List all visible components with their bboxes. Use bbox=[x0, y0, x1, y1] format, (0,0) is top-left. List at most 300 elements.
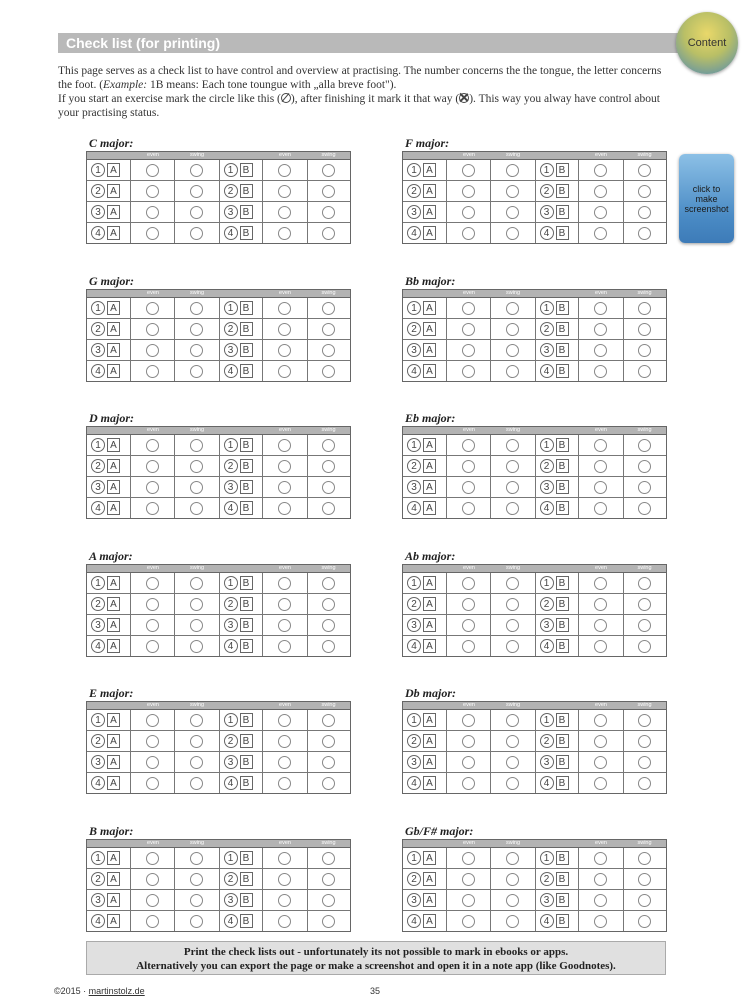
foot-letter: B bbox=[240, 184, 253, 198]
check-circle-swing[interactable] bbox=[190, 344, 203, 357]
check-circle-swing[interactable] bbox=[638, 439, 651, 452]
check-circle-swing[interactable] bbox=[506, 619, 519, 632]
key-checklist bbox=[86, 274, 351, 382]
tongue-number: 1 bbox=[224, 576, 238, 590]
check-circle-swing[interactable] bbox=[190, 577, 203, 590]
tongue-number: 3 bbox=[540, 755, 554, 769]
check-circle-swing[interactable] bbox=[322, 460, 335, 473]
check-circle-even[interactable] bbox=[146, 365, 159, 378]
key-checklist bbox=[402, 549, 667, 657]
check-circle-even[interactable] bbox=[278, 756, 291, 769]
check-circle-even[interactable] bbox=[278, 206, 291, 219]
check-circle-swing[interactable] bbox=[506, 439, 519, 452]
check-cell-swing bbox=[175, 594, 219, 614]
tongue-number: 3 bbox=[91, 755, 105, 769]
check-circle-swing[interactable] bbox=[638, 302, 651, 315]
check-circle-even[interactable] bbox=[594, 915, 607, 928]
check-circle-swing[interactable] bbox=[638, 735, 651, 748]
check-circle-even[interactable] bbox=[462, 481, 475, 494]
check-circle-swing[interactable] bbox=[506, 344, 519, 357]
checklist-grid bbox=[86, 426, 351, 519]
check-cell-swing bbox=[491, 202, 535, 222]
check-circle-swing[interactable] bbox=[638, 227, 651, 240]
check-circle-swing[interactable] bbox=[190, 894, 203, 907]
check-circle-swing[interactable] bbox=[190, 164, 203, 177]
check-cell-swing bbox=[624, 181, 666, 201]
exercise-label bbox=[87, 615, 131, 635]
check-circle-even[interactable] bbox=[278, 714, 291, 727]
key-title: Ab major: bbox=[405, 549, 456, 563]
check-circle-swing[interactable] bbox=[322, 227, 335, 240]
tongue-number: 4 bbox=[91, 639, 105, 653]
check-circle-even[interactable] bbox=[462, 439, 475, 452]
check-circle-even[interactable] bbox=[462, 598, 475, 611]
header-even: even bbox=[595, 152, 607, 158]
check-circle-even[interactable] bbox=[146, 502, 159, 515]
check-cell-even bbox=[447, 573, 491, 593]
check-circle-even[interactable] bbox=[278, 915, 291, 928]
website-link[interactable]: martinstolz.de bbox=[88, 986, 145, 996]
foot-letter: A bbox=[107, 226, 120, 240]
foot-letter: A bbox=[423, 734, 436, 748]
intro-p2-text: If you start an exercise mark the circle like this ( bbox=[58, 93, 281, 105]
grid-header bbox=[87, 290, 350, 298]
check-circle-even[interactable] bbox=[146, 185, 159, 198]
check-circle-even[interactable] bbox=[146, 598, 159, 611]
check-circle-swing[interactable] bbox=[638, 206, 651, 219]
foot-letter: A bbox=[423, 184, 436, 198]
check-circle-even[interactable] bbox=[594, 227, 607, 240]
check-circle-swing[interactable] bbox=[638, 598, 651, 611]
check-circle-even[interactable] bbox=[594, 619, 607, 632]
check-circle-swing[interactable] bbox=[322, 206, 335, 219]
check-circle-swing[interactable] bbox=[190, 502, 203, 515]
check-cell-swing bbox=[308, 319, 350, 339]
tongue-number: 2 bbox=[407, 872, 421, 886]
check-circle-swing[interactable] bbox=[506, 481, 519, 494]
checklist-grid bbox=[402, 151, 667, 244]
checklist-grid bbox=[402, 839, 667, 932]
check-circle-even[interactable] bbox=[462, 756, 475, 769]
foot-letter: B bbox=[240, 734, 253, 748]
tongue-number: 3 bbox=[407, 480, 421, 494]
check-circle-even[interactable] bbox=[462, 873, 475, 886]
check-circle-even[interactable] bbox=[462, 460, 475, 473]
tongue-number: 1 bbox=[224, 301, 238, 315]
check-circle-even[interactable] bbox=[278, 619, 291, 632]
header-even: even bbox=[463, 290, 475, 296]
foot-letter: A bbox=[107, 184, 120, 198]
check-circle-swing[interactable] bbox=[322, 598, 335, 611]
check-cell-swing bbox=[491, 160, 535, 180]
tongue-number: 2 bbox=[540, 597, 554, 611]
check-circle-even[interactable] bbox=[146, 915, 159, 928]
foot-letter: B bbox=[240, 480, 253, 494]
check-circle-swing[interactable] bbox=[638, 323, 651, 336]
check-circle-swing[interactable] bbox=[506, 302, 519, 315]
check-circle-even[interactable] bbox=[594, 735, 607, 748]
check-circle-even[interactable] bbox=[278, 640, 291, 653]
foot-letter: B bbox=[240, 301, 253, 315]
foot-letter: A bbox=[423, 205, 436, 219]
check-circle-even[interactable] bbox=[278, 227, 291, 240]
check-circle-even[interactable] bbox=[594, 206, 607, 219]
check-circle-swing[interactable] bbox=[322, 852, 335, 865]
check-cell-swing bbox=[308, 340, 350, 360]
check-circle-even[interactable] bbox=[146, 227, 159, 240]
tongue-number: 4 bbox=[224, 776, 238, 790]
tongue-number: 4 bbox=[407, 639, 421, 653]
check-circle-even[interactable] bbox=[278, 502, 291, 515]
check-circle-swing[interactable] bbox=[506, 852, 519, 865]
header-swing: swing bbox=[321, 702, 336, 708]
tongue-number: 2 bbox=[407, 459, 421, 473]
check-cell-swing bbox=[175, 615, 219, 635]
check-circle-swing[interactable] bbox=[506, 735, 519, 748]
tongue-number: 3 bbox=[540, 893, 554, 907]
check-circle-swing[interactable] bbox=[638, 619, 651, 632]
checklist-row bbox=[403, 181, 666, 202]
check-circle-swing[interactable] bbox=[322, 915, 335, 928]
check-circle-even[interactable] bbox=[594, 365, 607, 378]
check-cell-even bbox=[131, 456, 175, 476]
check-circle-swing[interactable] bbox=[322, 777, 335, 790]
check-circle-even[interactable] bbox=[278, 365, 291, 378]
foot-letter: B bbox=[556, 872, 569, 886]
foot-letter: A bbox=[107, 597, 120, 611]
check-circle-even[interactable] bbox=[146, 302, 159, 315]
check-circle-swing[interactable] bbox=[506, 206, 519, 219]
check-circle-even[interactable] bbox=[146, 577, 159, 590]
intro-p1-text-end: 1B means: Each tone toungue with „alla breve foot"). bbox=[147, 79, 397, 91]
check-circle-even[interactable] bbox=[594, 502, 607, 515]
check-circle-even[interactable] bbox=[594, 344, 607, 357]
grid-header bbox=[87, 702, 350, 710]
check-circle-even[interactable] bbox=[146, 344, 159, 357]
check-circle-even[interactable] bbox=[594, 577, 607, 590]
check-circle-swing[interactable] bbox=[190, 302, 203, 315]
check-cell-even bbox=[263, 361, 307, 381]
check-circle-swing[interactable] bbox=[190, 756, 203, 769]
check-circle-swing[interactable] bbox=[322, 185, 335, 198]
check-circle-even[interactable] bbox=[462, 302, 475, 315]
check-circle-even[interactable] bbox=[146, 323, 159, 336]
check-circle-swing[interactable] bbox=[506, 577, 519, 590]
exercise-label bbox=[403, 202, 447, 222]
check-circle-swing[interactable] bbox=[638, 777, 651, 790]
check-circle-swing[interactable] bbox=[190, 460, 203, 473]
check-circle-even[interactable] bbox=[146, 481, 159, 494]
check-circle-even[interactable] bbox=[462, 735, 475, 748]
check-circle-swing[interactable] bbox=[638, 756, 651, 769]
check-circle-even[interactable] bbox=[278, 777, 291, 790]
check-circle-even[interactable] bbox=[146, 439, 159, 452]
header-even: even bbox=[279, 290, 291, 296]
check-circle-even[interactable] bbox=[594, 302, 607, 315]
header-even: even bbox=[463, 565, 475, 571]
tongue-number: 2 bbox=[91, 459, 105, 473]
check-circle-even[interactable] bbox=[462, 365, 475, 378]
check-circle-even[interactable] bbox=[278, 577, 291, 590]
check-circle-even[interactable] bbox=[278, 302, 291, 315]
tongue-number: 1 bbox=[91, 713, 105, 727]
check-circle-even[interactable] bbox=[594, 894, 607, 907]
check-circle-swing[interactable] bbox=[190, 323, 203, 336]
check-circle-even[interactable] bbox=[462, 852, 475, 865]
check-circle-even[interactable] bbox=[594, 164, 607, 177]
check-circle-swing[interactable] bbox=[322, 873, 335, 886]
intro-p2-text-end: ). This way you alway have control about your practising status. bbox=[58, 93, 660, 119]
check-circle-swing[interactable] bbox=[506, 777, 519, 790]
exercise-label bbox=[536, 298, 580, 318]
exercise-label bbox=[87, 319, 131, 339]
check-circle-swing[interactable] bbox=[506, 460, 519, 473]
check-circle-even[interactable] bbox=[278, 598, 291, 611]
exercise-label bbox=[220, 456, 264, 476]
check-circle-swing[interactable] bbox=[638, 577, 651, 590]
exercise-label bbox=[87, 477, 131, 497]
check-circle-even[interactable] bbox=[594, 640, 607, 653]
check-circle-even[interactable] bbox=[594, 777, 607, 790]
tongue-number: 4 bbox=[407, 914, 421, 928]
exercise-label bbox=[87, 456, 131, 476]
screenshot-button[interactable] bbox=[679, 154, 734, 243]
exercise-label bbox=[403, 319, 447, 339]
checklist-row bbox=[87, 202, 350, 223]
check-circle-swing[interactable] bbox=[638, 852, 651, 865]
check-circle-even[interactable] bbox=[462, 777, 475, 790]
key-title: Eb major: bbox=[405, 411, 456, 425]
check-circle-even[interactable] bbox=[594, 460, 607, 473]
check-circle-swing[interactable] bbox=[190, 598, 203, 611]
check-circle-even[interactable] bbox=[278, 735, 291, 748]
check-cell-even bbox=[447, 752, 491, 772]
header-swing: swing bbox=[321, 152, 336, 158]
check-circle-swing[interactable] bbox=[638, 344, 651, 357]
check-circle-even[interactable] bbox=[594, 185, 607, 198]
check-circle-swing[interactable] bbox=[322, 439, 335, 452]
exercise-label bbox=[220, 498, 264, 518]
check-cell-swing bbox=[175, 869, 219, 889]
check-cell-swing bbox=[308, 573, 350, 593]
check-circle-swing[interactable] bbox=[322, 577, 335, 590]
check-circle-swing[interactable] bbox=[506, 185, 519, 198]
check-circle-swing[interactable] bbox=[322, 365, 335, 378]
check-cell-swing bbox=[308, 477, 350, 497]
check-circle-even[interactable] bbox=[594, 756, 607, 769]
check-circle-even[interactable] bbox=[146, 735, 159, 748]
check-circle-swing[interactable] bbox=[190, 185, 203, 198]
key-title: A major: bbox=[89, 549, 133, 563]
check-circle-even[interactable] bbox=[594, 852, 607, 865]
content-button[interactable] bbox=[676, 12, 738, 74]
check-circle-even[interactable] bbox=[462, 714, 475, 727]
check-circle-even[interactable] bbox=[278, 460, 291, 473]
check-cell-swing bbox=[491, 911, 535, 931]
check-circle-swing[interactable] bbox=[638, 365, 651, 378]
tongue-number: 2 bbox=[224, 459, 238, 473]
check-circle-even[interactable] bbox=[278, 323, 291, 336]
check-cell-even bbox=[447, 636, 491, 656]
check-circle-swing[interactable] bbox=[190, 365, 203, 378]
check-circle-even[interactable] bbox=[594, 481, 607, 494]
check-circle-even[interactable] bbox=[594, 598, 607, 611]
foot-letter: A bbox=[423, 576, 436, 590]
check-circle-swing[interactable] bbox=[322, 756, 335, 769]
check-circle-swing[interactable] bbox=[506, 873, 519, 886]
check-circle-swing[interactable] bbox=[506, 894, 519, 907]
check-circle-even[interactable] bbox=[462, 323, 475, 336]
key-checklist bbox=[402, 686, 667, 794]
checklist-row bbox=[403, 869, 666, 890]
check-circle-swing[interactable] bbox=[322, 502, 335, 515]
check-circle-swing[interactable] bbox=[322, 735, 335, 748]
check-cell-even bbox=[263, 298, 307, 318]
check-circle-even[interactable] bbox=[146, 640, 159, 653]
check-circle-even[interactable] bbox=[462, 344, 475, 357]
check-circle-swing[interactable] bbox=[322, 164, 335, 177]
check-circle-swing[interactable] bbox=[638, 894, 651, 907]
check-circle-even[interactable] bbox=[278, 185, 291, 198]
check-circle-swing[interactable] bbox=[190, 640, 203, 653]
foot-letter: B bbox=[556, 184, 569, 198]
check-circle-even[interactable] bbox=[146, 714, 159, 727]
check-circle-swing[interactable] bbox=[506, 323, 519, 336]
check-circle-swing[interactable] bbox=[638, 873, 651, 886]
check-circle-even[interactable] bbox=[462, 502, 475, 515]
tongue-number: 4 bbox=[91, 914, 105, 928]
exercise-label bbox=[536, 869, 580, 889]
check-circle-swing[interactable] bbox=[638, 502, 651, 515]
check-circle-swing[interactable] bbox=[506, 640, 519, 653]
check-circle-even[interactable] bbox=[462, 227, 475, 240]
check-circle-swing[interactable] bbox=[506, 502, 519, 515]
check-circle-swing[interactable] bbox=[506, 164, 519, 177]
check-circle-swing[interactable] bbox=[190, 206, 203, 219]
check-circle-even[interactable] bbox=[462, 640, 475, 653]
check-circle-swing[interactable] bbox=[322, 894, 335, 907]
exercise-label bbox=[87, 160, 131, 180]
key-title: E major: bbox=[89, 686, 134, 700]
header-blank bbox=[403, 565, 447, 572]
check-circle-swing[interactable] bbox=[506, 365, 519, 378]
check-circle-even[interactable] bbox=[146, 894, 159, 907]
header-swing: swing bbox=[189, 840, 205, 846]
check-circle-swing[interactable] bbox=[638, 640, 651, 653]
check-cell-swing bbox=[491, 477, 535, 497]
check-cell-swing bbox=[491, 319, 535, 339]
check-circle-swing[interactable] bbox=[190, 873, 203, 886]
check-circle-even[interactable] bbox=[278, 852, 291, 865]
tongue-number: 3 bbox=[91, 343, 105, 357]
check-circle-even[interactable] bbox=[278, 873, 291, 886]
check-circle-swing[interactable] bbox=[506, 227, 519, 240]
check-circle-swing[interactable] bbox=[322, 714, 335, 727]
check-circle-even[interactable] bbox=[594, 323, 607, 336]
check-circle-even[interactable] bbox=[146, 777, 159, 790]
tongue-number: 3 bbox=[407, 205, 421, 219]
check-circle-even[interactable] bbox=[146, 619, 159, 632]
check-cell-swing bbox=[175, 340, 219, 360]
foot-letter: A bbox=[107, 576, 120, 590]
check-circle-swing[interactable] bbox=[322, 640, 335, 653]
check-circle-swing[interactable] bbox=[322, 302, 335, 315]
check-circle-swing[interactable] bbox=[190, 852, 203, 865]
check-circle-even[interactable] bbox=[278, 164, 291, 177]
check-circle-even[interactable] bbox=[462, 619, 475, 632]
checklist-row bbox=[403, 160, 666, 181]
check-circle-swing[interactable] bbox=[638, 185, 651, 198]
check-circle-swing[interactable] bbox=[190, 619, 203, 632]
check-circle-swing[interactable] bbox=[638, 481, 651, 494]
exercise-label bbox=[403, 890, 447, 910]
check-circle-even[interactable] bbox=[146, 873, 159, 886]
tongue-number: 1 bbox=[540, 851, 554, 865]
check-circle-even[interactable] bbox=[146, 460, 159, 473]
key-checklist bbox=[86, 686, 351, 794]
check-circle-swing[interactable] bbox=[638, 714, 651, 727]
check-circle-even[interactable] bbox=[594, 714, 607, 727]
check-circle-even[interactable] bbox=[462, 577, 475, 590]
check-circle-even[interactable] bbox=[278, 344, 291, 357]
check-circle-even[interactable] bbox=[462, 164, 475, 177]
check-circle-swing[interactable] bbox=[322, 481, 335, 494]
exercise-label bbox=[536, 636, 580, 656]
check-circle-swing[interactable] bbox=[638, 915, 651, 928]
exercise-label bbox=[87, 498, 131, 518]
foot-letter: B bbox=[556, 851, 569, 865]
check-circle-swing[interactable] bbox=[322, 323, 335, 336]
check-circle-swing[interactable] bbox=[190, 714, 203, 727]
check-circle-even[interactable] bbox=[462, 894, 475, 907]
check-cell-even bbox=[447, 202, 491, 222]
check-circle-even[interactable] bbox=[146, 852, 159, 865]
check-cell-swing bbox=[175, 773, 219, 793]
check-circle-swing[interactable] bbox=[190, 915, 203, 928]
foot-letter: B bbox=[556, 618, 569, 632]
check-circle-swing[interactable] bbox=[322, 344, 335, 357]
check-circle-swing[interactable] bbox=[638, 460, 651, 473]
check-circle-even[interactable] bbox=[278, 481, 291, 494]
check-circle-even[interactable] bbox=[462, 915, 475, 928]
check-circle-swing[interactable] bbox=[506, 598, 519, 611]
check-circle-swing[interactable] bbox=[506, 756, 519, 769]
check-circle-even[interactable] bbox=[594, 439, 607, 452]
check-circle-swing[interactable] bbox=[190, 227, 203, 240]
check-circle-swing[interactable] bbox=[190, 481, 203, 494]
check-circle-swing[interactable] bbox=[190, 439, 203, 452]
header-swing: swing bbox=[321, 840, 336, 846]
foot-letter: B bbox=[556, 914, 569, 928]
check-circle-swing[interactable] bbox=[638, 164, 651, 177]
check-circle-swing[interactable] bbox=[190, 735, 203, 748]
print-note-line-1: Print the check lists out - unfortunately its not possible to mark in ebooks or apps. bbox=[183, 946, 569, 958]
check-circle-even[interactable] bbox=[146, 206, 159, 219]
check-circle-swing[interactable] bbox=[506, 915, 519, 928]
check-circle-even[interactable] bbox=[462, 206, 475, 219]
check-circle-even[interactable] bbox=[462, 185, 475, 198]
check-cell-swing bbox=[175, 498, 219, 518]
check-circle-even[interactable] bbox=[146, 164, 159, 177]
check-circle-swing[interactable] bbox=[322, 619, 335, 632]
header-even: even bbox=[147, 290, 159, 296]
check-circle-even[interactable] bbox=[278, 894, 291, 907]
check-circle-swing[interactable] bbox=[190, 777, 203, 790]
check-circle-even[interactable] bbox=[278, 439, 291, 452]
check-circle-even[interactable] bbox=[146, 756, 159, 769]
check-circle-even[interactable] bbox=[594, 873, 607, 886]
check-circle-swing[interactable] bbox=[506, 714, 519, 727]
